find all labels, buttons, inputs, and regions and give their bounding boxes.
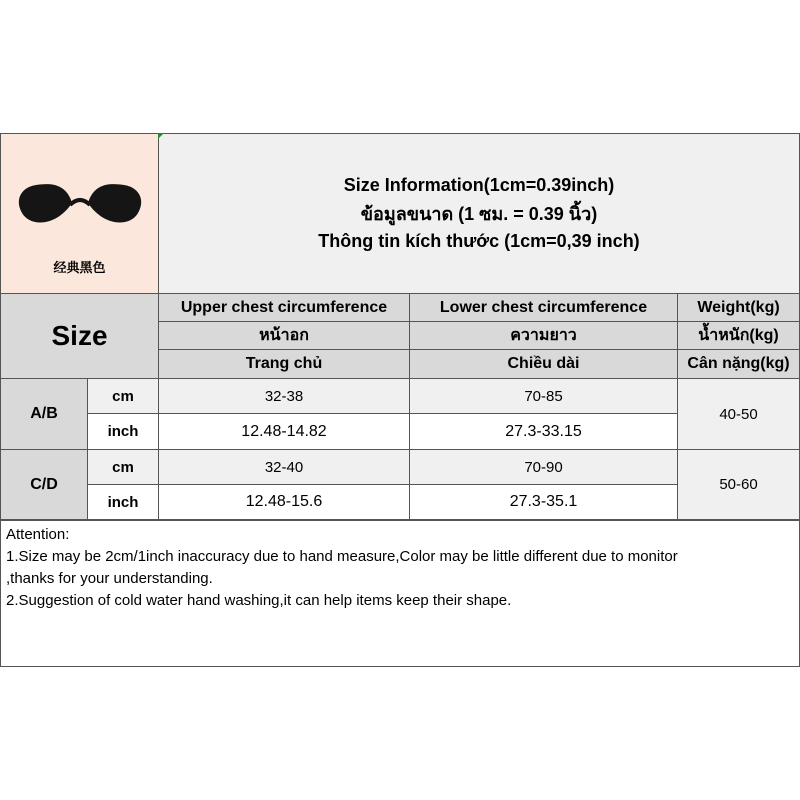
notes-line: 2.Suggestion of cold water hand washing,it can help items keep their shape. — [6, 592, 512, 609]
cd-lower-cm: 70-90 — [410, 450, 678, 485]
row-size-ab: A/B — [0, 379, 88, 450]
col-weight-vi: Cân nặng(kg) — [678, 350, 800, 379]
heart-bra-pad-image — [10, 161, 150, 231]
col-upper-en: Upper chest circumference — [159, 294, 410, 322]
cd-weight: 50-60 — [678, 450, 800, 520]
attention-notes — [0, 520, 800, 667]
unit-inch-label: inch — [88, 414, 159, 450]
ab-upper-cm: 32-38 — [159, 379, 410, 414]
title-cell — [159, 133, 800, 294]
unit-cm-label: cm — [88, 379, 159, 414]
title-vietnamese: Thông tin kích thước (1cm=0,39 inch) — [318, 231, 640, 251]
unit-inch-label: inch — [88, 485, 159, 520]
col-upper-th: หน้าอก — [159, 322, 410, 350]
color-caption: 经典黑色 — [53, 260, 106, 275]
col-weight-en: Weight(kg) — [678, 294, 800, 322]
col-lower-th: ความยาว — [410, 322, 678, 350]
title-english: Size Information(1cm=0.39inch) — [343, 175, 615, 195]
col-weight-th: น้ำหนัก(kg) — [678, 322, 800, 350]
notes-heading: Attention: — [6, 526, 70, 543]
title-thai: ข้อมูลขนาด (1 ซม. = 0.39 นิ้ว) — [360, 204, 598, 224]
col-lower-en: Lower chest circumference — [410, 294, 678, 322]
cd-lower-inch: 27.3-35.1 — [410, 485, 678, 520]
col-lower-vi: Chiều dài — [410, 350, 678, 379]
size-header: Size — [0, 294, 159, 379]
product-image-cell — [0, 133, 159, 294]
col-upper-vi: Trang chủ — [159, 350, 410, 379]
ab-upper-inch: 12.48-14.82 — [159, 414, 410, 450]
notes-line: ,thanks for your understanding. — [6, 570, 213, 587]
ab-lower-inch: 27.3-33.15 — [410, 414, 678, 450]
ab-weight: 40-50 — [678, 379, 800, 450]
unit-cm-label: cm — [88, 450, 159, 485]
cell-marker-triangle — [158, 133, 164, 139]
size-chart — [0, 133, 800, 667]
ab-lower-cm: 70-85 — [410, 379, 678, 414]
cd-upper-cm: 32-40 — [159, 450, 410, 485]
notes-line: 1.Size may be 2cm/1inch inaccuracy due to hand measure,Color may be little different due to monitor — [6, 548, 678, 565]
cd-upper-inch: 12.48-15.6 — [159, 485, 410, 520]
row-size-cd: C/D — [0, 450, 88, 520]
